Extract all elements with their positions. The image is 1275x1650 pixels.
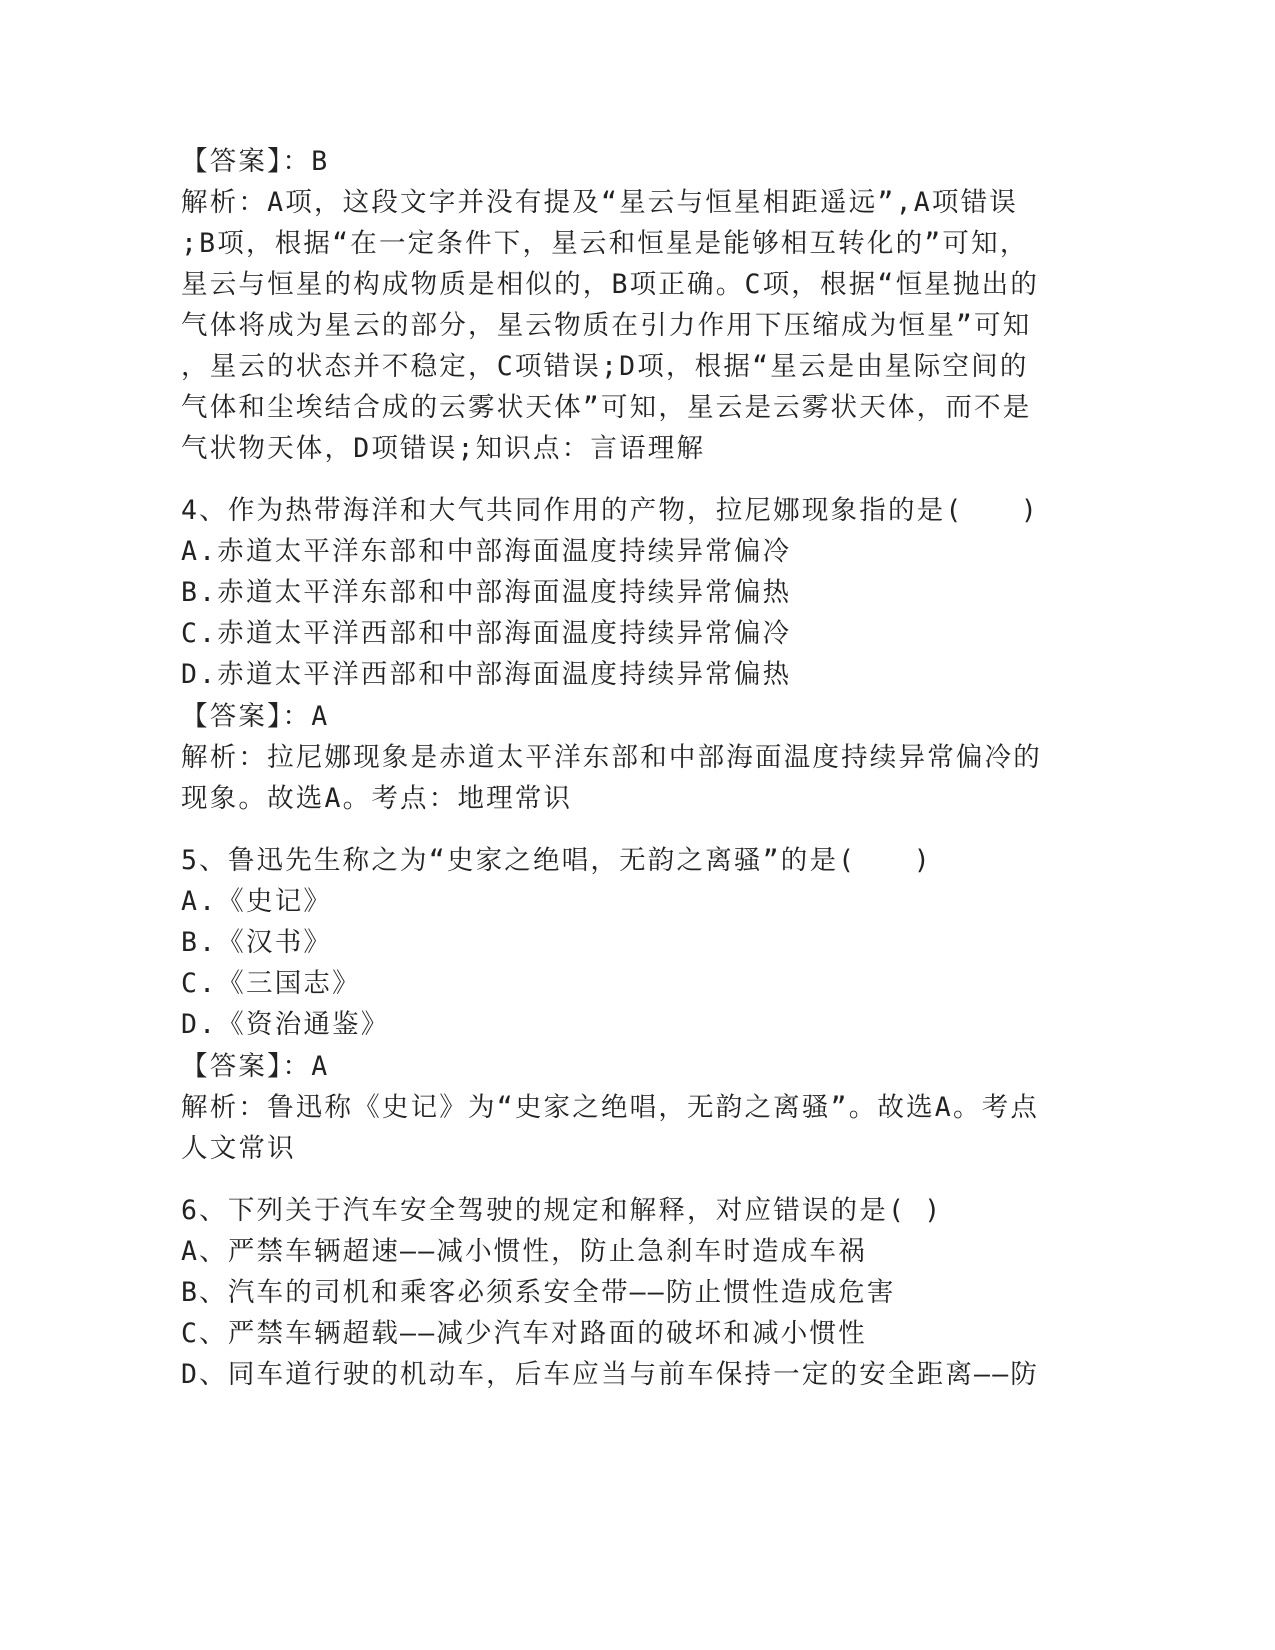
q5-option-a: A.《史记》 <box>181 886 333 917</box>
q3-analysis-line: ，星云的状态并不稳定，C项错误;D项，根据“星云是由星际空间的 <box>181 351 1029 382</box>
q5-question: 5、鲁迅先生称之为“史家之绝唱，无韵之离骚”的是( ) <box>181 845 932 876</box>
q4-answer: 【答案】：A <box>181 701 330 732</box>
q4-option-b: B.赤道太平洋东部和中部海面温度持续异常偏热 <box>181 577 792 608</box>
q4-option-c: C.赤道太平洋西部和中部海面温度持续异常偏冷 <box>181 618 792 649</box>
q6-option-c: C、严禁车辆超载——减少汽车对路面的破坏和减小惯性 <box>181 1318 867 1349</box>
q5-option-d: D.《资治通鉴》 <box>181 1009 390 1040</box>
q6-option-d: D、同车道行驶的机动车，后车应当与前车保持一定的安全距离——防 <box>181 1359 1040 1390</box>
q4-option-a: A.赤道太平洋东部和中部海面温度持续异常偏冷 <box>181 536 792 567</box>
q3-analysis-line: 解析：A项，这段文字并没有提及“星云与恒星相距遥远”,A项错误 <box>181 187 1018 218</box>
q5-option-b: B.《汉书》 <box>181 927 333 958</box>
q3-answer: 【答案】：B <box>181 146 330 177</box>
q6-option-a: A、严禁车辆超速——减小惯性，防止急刹车时造成车祸 <box>181 1236 867 1267</box>
q4-analysis-line: 现象。故选A。考点：地理常识 <box>181 783 573 814</box>
q5-analysis-line: 解析：鲁迅称《史记》为“史家之绝唱，无韵之离骚”。故选A。考点 <box>181 1092 1040 1123</box>
q5-analysis-line: 人文常识 <box>181 1133 296 1164</box>
q3-analysis-line: 星云与恒星的构成物质是相似的，B项正确。C项，根据“恒星抛出的 <box>181 269 1040 300</box>
q3-analysis-line: 气体将成为星云的部分，星云物质在引力作用下压缩成为恒星”可知 <box>181 310 1032 341</box>
q4-option-d: D.赤道太平洋西部和中部海面温度持续异常偏热 <box>181 659 792 690</box>
q6-question: 6、下列关于汽车安全驾驶的规定和解释，对应错误的是( ) <box>181 1195 943 1226</box>
q5-answer: 【答案】：A <box>181 1051 330 1082</box>
q3-analysis-line: 气状物天体，D项错误;知识点：言语理解 <box>181 433 706 464</box>
q3-analysis-line: ;B项，根据“在一定条件下，星云和恒星是能够相互转化的”可知， <box>181 228 1029 259</box>
q5-option-c: C.《三国志》 <box>181 968 361 999</box>
q3-analysis-line: 气体和尘埃结合成的云雾状天体”可知，星云是云雾状天体，而不是 <box>181 392 1032 423</box>
q6-option-b: B、汽车的司机和乘客必须系安全带——防止惯性造成危害 <box>181 1277 896 1308</box>
q4-question: 4、作为热带海洋和大气共同作用的产物，拉尼娜现象指的是( ) <box>181 495 1040 526</box>
q4-analysis-line: 解析：拉尼娜现象是赤道太平洋东部和中部海面温度持续异常偏冷的 <box>181 742 1042 773</box>
